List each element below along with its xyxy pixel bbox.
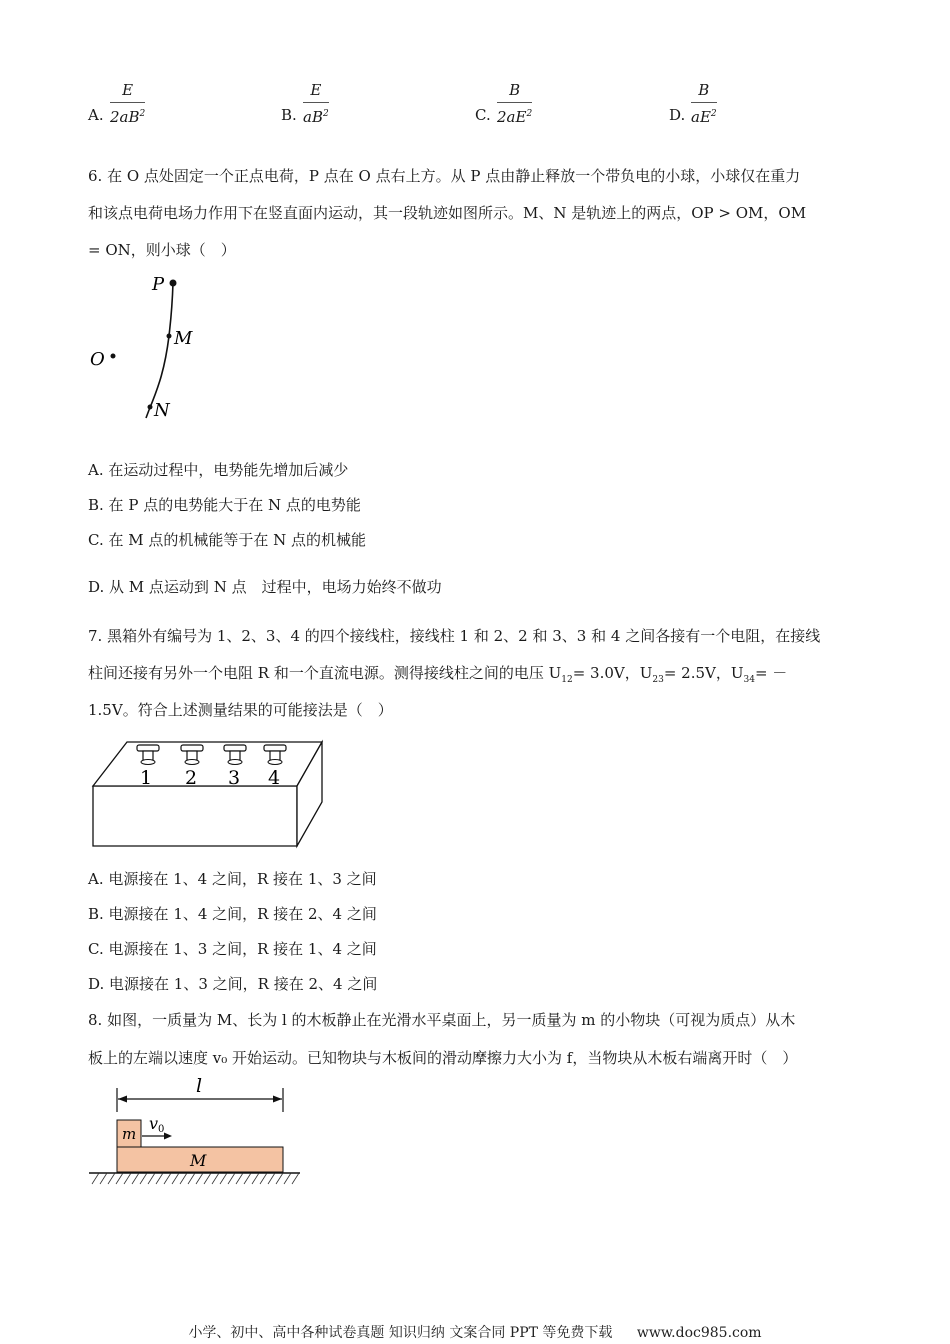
q7-stem-line2 <box>88 663 787 690</box>
label-l: l <box>196 1076 203 1097</box>
label-M: M <box>190 1151 207 1170</box>
point-o <box>111 354 116 359</box>
q7-line2-part-d: = － <box>754 664 788 682</box>
q8-stem-line1: 8. 如图，一质量为 M、长为 l 的木板静止在光滑水平桌面上，另一质量为 m 的小物块（可视为质点）从木 <box>88 1011 796 1029</box>
q7-stem-line3: 1.5V。符合上述测量结果的可能接法是（ ） <box>88 701 393 719</box>
q6-option-c: C. 在 M 点的机械能等于在 N 点的机械能 <box>88 531 367 549</box>
v-subscript: 0 <box>158 1124 165 1135</box>
option-letter: B. <box>281 106 297 124</box>
label-n: N <box>154 400 170 421</box>
den-text: aE <box>691 108 711 126</box>
label-o: O <box>90 349 105 370</box>
fraction <box>110 80 145 127</box>
box-front-face <box>93 786 297 846</box>
subscript-12: 12 <box>561 675 573 685</box>
trajectory-curve <box>146 283 173 418</box>
q6-stem-line1: 6. 在 O 点处固定一个正点电荷，P 点在 O 点右上方。从 P 点由静止释放一个带负电的小球，小球仅在重力 <box>88 167 801 185</box>
exponent: 2 <box>710 109 717 119</box>
numerator: B <box>509 81 521 99</box>
q7-stem-line1: 7. 黑箱外有编号为 1、2、3、4 的四个接线柱，接线柱 1 和 2、2 和 3、3 和 4 之间各接有一个电阻，在接线 <box>88 627 821 645</box>
exponent: 2 <box>322 109 329 119</box>
q8-board-figure <box>86 1076 306 1188</box>
denominator <box>691 104 717 127</box>
q6-stem-line3: = ON，则小球（ ） <box>88 241 236 259</box>
q6-trajectory-figure <box>86 268 236 428</box>
fraction <box>303 80 329 127</box>
box-top-face <box>93 742 322 786</box>
den-text: aB <box>303 108 323 126</box>
footer-link[interactable]: www.doc985.com <box>636 1325 762 1341</box>
point-n <box>148 405 153 410</box>
terminal-label-3: 3 <box>228 767 241 789</box>
label-p: P <box>152 274 165 295</box>
numerator: E <box>122 81 134 99</box>
terminal-label-4: 4 <box>268 767 281 789</box>
exponent: 2 <box>139 109 146 119</box>
subscript-34: 34 <box>743 675 755 685</box>
q8-stem-line2: 板上的左端以速度 v₀ 开始运动。已知物块与木板间的滑动摩擦力大小为 f，当物块从木板右端离开时（ ） <box>88 1049 798 1067</box>
ground-hatching <box>92 1173 299 1184</box>
fraction <box>497 80 532 127</box>
q6-option-a: A. 在运动过程中，电势能先增加后减少 <box>88 461 349 479</box>
option-letter: A. <box>88 106 104 124</box>
arrowhead-right <box>273 1096 282 1103</box>
terminal-label-1: 1 <box>140 767 153 789</box>
subscript-23: 23 <box>652 675 664 685</box>
q6-option-d: D. 从 M 点运动到 N 点 过程中，电场力始终不做功 <box>88 578 442 596</box>
label-v0 <box>149 1114 164 1135</box>
option-letter: D. <box>669 106 686 124</box>
page-footer <box>0 1322 950 1342</box>
label-m: M <box>174 328 193 349</box>
q6-option-b: B. 在 P 点的电势能大于在 N 点的电势能 <box>88 496 361 514</box>
q7-option-d: D. 电源接在 1、3 之间，R 接在 2、4 之间 <box>88 975 378 993</box>
fraction <box>691 80 717 127</box>
denominator <box>303 104 329 127</box>
label-m: m <box>122 1125 137 1143</box>
q7-option-c: C. 电源接在 1、3 之间，R 接在 1、4 之间 <box>88 940 377 958</box>
numerator: E <box>310 81 322 99</box>
q6-stem-line2: 和该点电荷电场力作用下在竖直面内运动，其一段轨迹如图所示。M、N 是轨迹上的两点，OP > OM，OM <box>88 204 807 222</box>
numerator: B <box>698 81 710 99</box>
q7-line2-part-c: = 2.5V，U <box>663 664 744 682</box>
velocity-arrowhead <box>164 1133 172 1140</box>
denominator <box>110 104 145 127</box>
denominator <box>497 104 532 127</box>
q7-option-a: A. 电源接在 1、4 之间，R 接在 1、3 之间 <box>88 870 377 888</box>
footer-text: 小学、初中、高中各种试卷真题 知识归纳 文案合同 PPT 等免费下载 <box>188 1325 613 1341</box>
option-letter: C. <box>475 106 491 124</box>
q7-option-b: B. 电源接在 1、4 之间，R 接在 2、4 之间 <box>88 905 377 923</box>
v-letter: v <box>149 1114 159 1133</box>
arrowhead-left <box>118 1096 127 1103</box>
exponent: 2 <box>526 109 533 119</box>
terminal-label-2: 2 <box>185 767 198 789</box>
den-text: 2aE <box>497 108 527 126</box>
q5-options <box>88 80 848 130</box>
point-p <box>170 280 177 287</box>
q7-black-box-figure <box>90 738 330 850</box>
point-m <box>167 334 172 339</box>
den-text: 2aB <box>110 108 140 126</box>
q7-line2-part-a: 柱间还接有另外一个电阻 R 和一个直流电源。测得接线柱之间的电压 U <box>88 664 562 682</box>
q7-line2-part-b: = 3.0V，U <box>572 664 653 682</box>
